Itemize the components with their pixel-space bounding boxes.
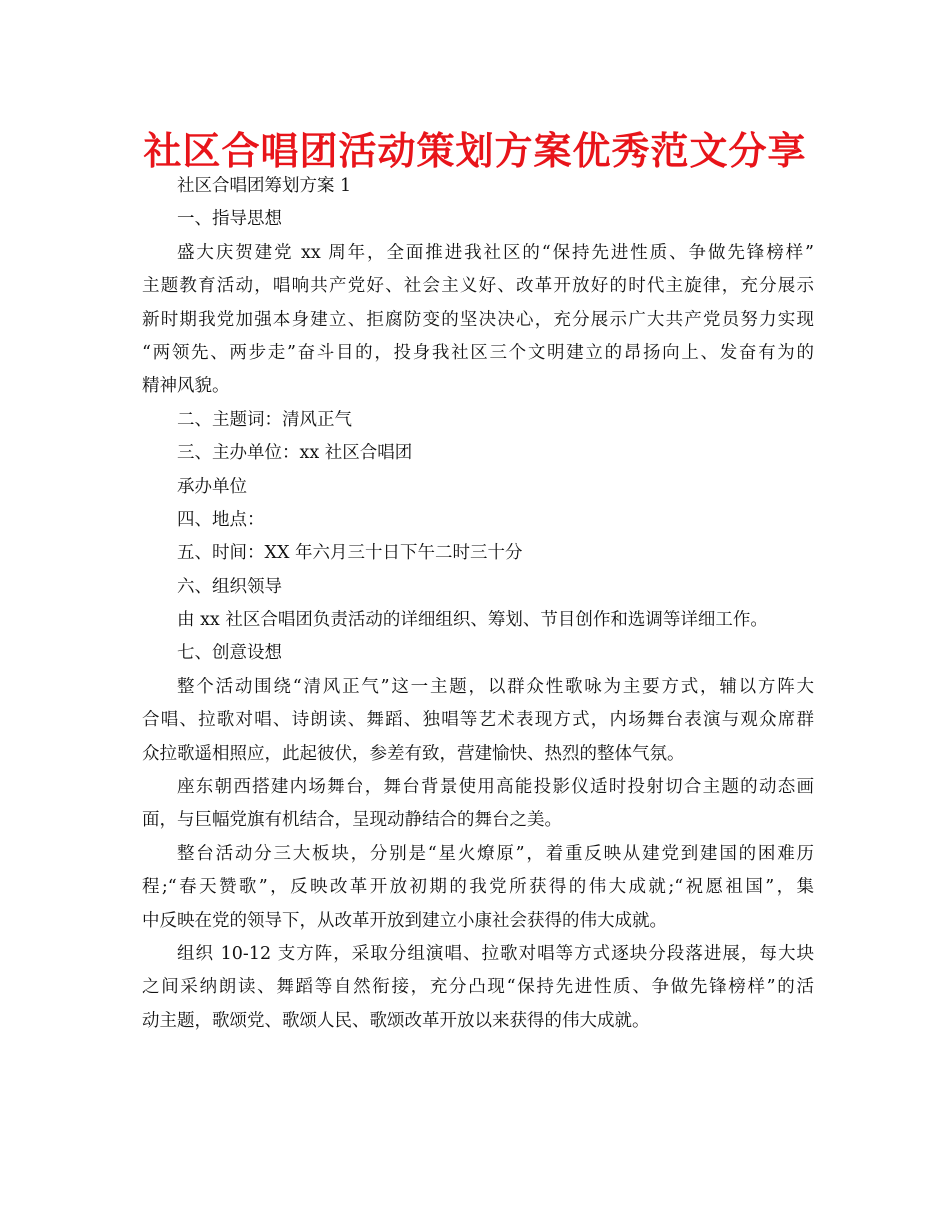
text-line: 整个活动围绕“清风正气”这一主题，以群众性歌咏为主要方式，辅以方阵大: [177, 676, 814, 697]
document-title: 社区合唱团活动策划方案优秀范文分享: [143, 129, 807, 173]
text-line: 组织 10-12 支方阵，采取分组演唱、拉歌对唱等方式逐块分段落进展，每大块: [177, 943, 814, 964]
document-body: [142, 170, 814, 1038]
text-line: 面，与巨幅党旗有机结合，呈现动静结合的舞台之美。: [142, 810, 562, 831]
text-line: 众拉歌遥相照应，此起彼伏，参差有致，营建愉快、热烈的整体气氛。: [142, 743, 685, 764]
text-line: 主题教育活动，唱响共产党好、社会主义好、改革开放好的时代主旋律，充分展示: [142, 276, 814, 297]
text-line: 四、地点：: [177, 509, 265, 530]
text-line: 中反映在党的领导下，从改革开放到建立小康社会获得的伟大成就。: [142, 910, 667, 931]
text-line: 一、指导思想: [177, 209, 282, 230]
text-line: 整台活动分三大板块，分别是“星火燎原”，着重反映从建党到建国的困难历: [177, 843, 814, 864]
text-line: 五、时间：XX 年六月三十日下午二时三十分: [177, 543, 523, 564]
text-line: “两领先、两步走”奋斗目的，投身我社区三个文明建立的昂扬向上、发奋有为的: [142, 342, 814, 363]
text-line: 六、组织领导: [177, 576, 282, 597]
text-line: 由 xx 社区合唱团负责活动的详细组织、筹划、节目创作和选调等详细工作。: [177, 610, 768, 631]
text-line: 二、主题词：清风正气: [177, 409, 352, 430]
text-line: 承办单位: [177, 476, 247, 497]
text-line: 盛大庆贺建党 xx 周年，全面推进我社区的“保持先进性质、争做先锋榜样”: [177, 242, 814, 263]
text-line: 动主题，歌颂党、歌颂人民、歌颂改革开放以来获得的伟大成就。: [142, 1010, 650, 1031]
text-line: 座东朝西搭建内场舞台，舞台背景使用高能投影仪适时投射切合主题的动态画: [177, 777, 814, 798]
text-line: 新时期我党加强本身建立、拒腐防变的坚决决心，充分展示广大共产党员努力实现: [142, 309, 814, 330]
text-line: 之间采纳朗读、舞蹈等自然衔接，充分凸现“保持先进性质、争做先锋榜样”的活: [142, 977, 814, 998]
text-line: 精神风貌。: [142, 376, 230, 397]
text-line: 七、创意设想: [177, 643, 282, 664]
text-line: 社区合唱团筹划方案 1: [177, 176, 352, 196]
text-line: 三、主办单位：xx 社区合唱团: [177, 443, 413, 464]
text-line: 程;“春天赞歌”，反映改革开放初期的我党所获得的伟大成就;“祝愿祖国”，集: [142, 877, 814, 898]
text-line: 合唱、拉歌对唱、诗朗读、舞蹈、独唱等艺术表现方式，内场舞台表演与观众席群: [142, 710, 814, 731]
